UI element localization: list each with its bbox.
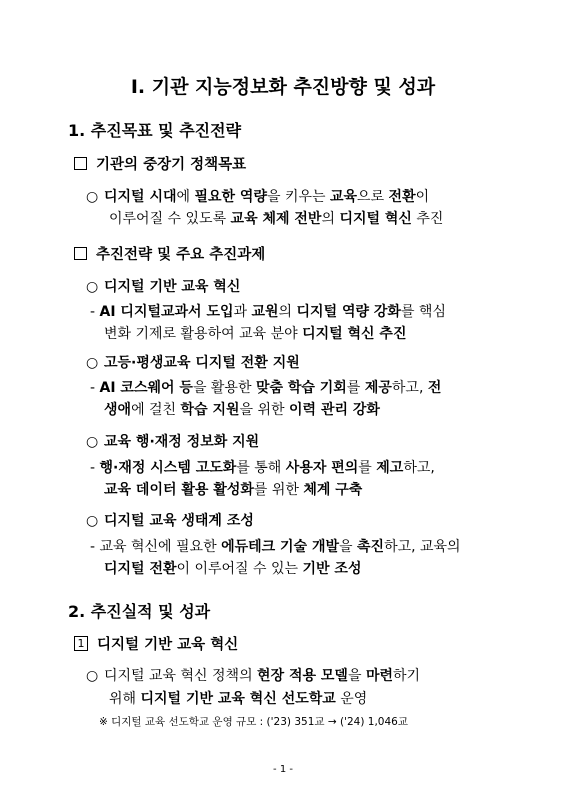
body-text: 위해	[109, 691, 141, 707]
body-text: 의	[321, 211, 340, 227]
sub1-note: ※ 디지털 교육 선도학교 운영 규모 : ('23) 351교 → ('24) 1,046교	[99, 716, 408, 728]
goal-heading: 기관의 중장기 정책목표	[74, 153, 246, 174]
body-text: 교육 혁신에 필요한	[99, 539, 222, 555]
body-text: 을 위한	[239, 402, 290, 418]
emphasized-text: 교원	[251, 304, 279, 320]
strategy-item-desc-line1	[90, 301, 446, 321]
body-text: 이 이루어질 수 있는	[176, 561, 303, 577]
circle-bullet-icon: ○	[86, 189, 99, 205]
emphasized-text: 디지털 혁신 추진	[302, 326, 407, 342]
strategy-item-title: ○ 디지털 기반 교육 혁신	[86, 279, 241, 295]
body-text: 를	[346, 380, 365, 396]
strategy-item-desc-line2	[104, 479, 362, 499]
body-text: 변화 기제로 활용하여 교육 분야	[104, 326, 303, 342]
body-text: 과	[233, 304, 252, 320]
emphasized-text: 교육 체제 전반	[230, 211, 322, 227]
circle-bullet-icon: ○	[86, 513, 99, 529]
dash-bullet: -	[90, 460, 96, 476]
emphasized-text: 촉진	[357, 539, 385, 555]
body-text: 을 활용한	[192, 380, 256, 396]
emphasized-text: 사용자 편의	[285, 460, 359, 476]
circle-bullet-icon: ○	[86, 434, 99, 450]
body-text: 를	[358, 460, 377, 476]
body-text: 이루어질 수 있도록	[109, 211, 231, 227]
checkbox-square-icon	[74, 247, 87, 260]
emphasized-text: 디지털 혁신	[339, 211, 412, 227]
circle-bullet-icon: ○	[86, 355, 99, 371]
strategy-item-desc-line2	[104, 323, 406, 343]
emphasized-text: 생애	[104, 402, 132, 418]
body-text: 으로	[357, 189, 389, 205]
section-2-heading: 2. 추진실적 및 성과	[68, 602, 211, 621]
sub1-item-line2	[109, 688, 367, 708]
emphasized-text: 디지털 기반 교육 혁신 선도학교	[140, 691, 336, 707]
emphasized-text: 이력 관리 강화	[289, 402, 380, 418]
page-number: - 1 -	[273, 764, 293, 775]
strategy-item-title: ○ 디지털 교육 생태계 조성	[86, 513, 254, 529]
emphasized-text: 제공	[364, 380, 392, 396]
emphasized-text: 디지털 시대	[104, 189, 177, 205]
dash-bullet: -	[90, 304, 96, 320]
number-box: 1	[74, 636, 88, 651]
emphasized-text: AI 코스웨어 등	[99, 380, 193, 396]
body-text: 운영	[335, 691, 368, 707]
section-1-heading: 1. 추진목표 및 추진전략	[68, 121, 242, 140]
emphasized-text: AI 디지털교과서 도입	[99, 304, 234, 320]
emphasized-text: 행·재정 시스템 고도화	[99, 460, 237, 476]
circle-bullet-icon: ○	[86, 668, 99, 684]
body-text: 하고,	[391, 380, 428, 396]
emphasized-text: 디지털 전환	[104, 561, 177, 577]
emphasized-text: 전	[427, 380, 442, 396]
body-text: 디지털 교육 혁신 정책의	[104, 668, 258, 684]
body-text: 추진	[411, 211, 444, 227]
body-text: 이	[415, 189, 430, 205]
emphasized-text: 마련	[365, 668, 393, 684]
body-text: 을 키우는	[266, 189, 330, 205]
strategy-item-desc-line2	[104, 558, 361, 578]
strategy-item-desc-line1	[90, 457, 435, 477]
emphasized-text: 교육 데이터 활용 활성화	[104, 482, 254, 498]
body-text: 를 위한	[253, 482, 304, 498]
emphasized-text: 맞춤 학습 기회	[255, 380, 347, 396]
goal-item-line1	[86, 186, 429, 206]
emphasized-text: 디지털 역량 강화	[296, 304, 401, 320]
strategy-item-desc-line1	[90, 377, 441, 397]
emphasized-text: 에듀테크 기술 개발	[221, 539, 340, 555]
circle-bullet-icon: ○	[86, 279, 99, 295]
strategy-item-desc-line2	[104, 399, 380, 419]
emphasized-text: 기반 조성	[302, 561, 362, 577]
emphasized-text: 필요한 역량	[194, 189, 267, 205]
checkbox-square-icon	[74, 157, 87, 170]
dash-bullet: -	[90, 380, 96, 396]
strategy-heading: 추진전략 및 주요 추진과제	[74, 243, 265, 264]
goal-item-line2	[109, 208, 443, 228]
emphasized-text: 교육	[329, 189, 358, 205]
emphasized-text: 제고	[376, 460, 404, 476]
page-title: Ⅰ. 기관 지능정보화 추진방향 및 성과	[130, 76, 436, 98]
body-text: 하고,	[403, 460, 435, 476]
emphasized-text: 체계 구축	[303, 482, 363, 498]
emphasized-text: 전환	[388, 189, 416, 205]
body-text: 에 걸친	[131, 402, 181, 418]
body-text: 를 핵심	[400, 304, 446, 320]
body-text: 을	[339, 539, 357, 555]
emphasized-text: 학습 지원	[180, 402, 240, 418]
strategy-item-title: ○ 고등·평생교육 디지털 전환 지원	[86, 355, 300, 371]
body-text: 에	[176, 189, 195, 205]
body-text: 의	[278, 304, 297, 320]
sub1-heading: 1 디지털 기반 교육 혁신	[74, 633, 238, 654]
body-text: 를 통해	[236, 460, 286, 476]
strategy-item-title: ○ 교육 행·재정 정보화 지원	[86, 434, 260, 450]
body-text: 하고, 교육의	[384, 539, 461, 555]
dash-bullet: -	[90, 539, 96, 555]
body-text: 을	[347, 668, 366, 684]
body-text: 하기	[393, 668, 421, 684]
strategy-item-desc-line1	[90, 536, 461, 556]
sub1-item-line1	[86, 665, 420, 685]
emphasized-text: 현장 적용 모델	[257, 668, 348, 684]
